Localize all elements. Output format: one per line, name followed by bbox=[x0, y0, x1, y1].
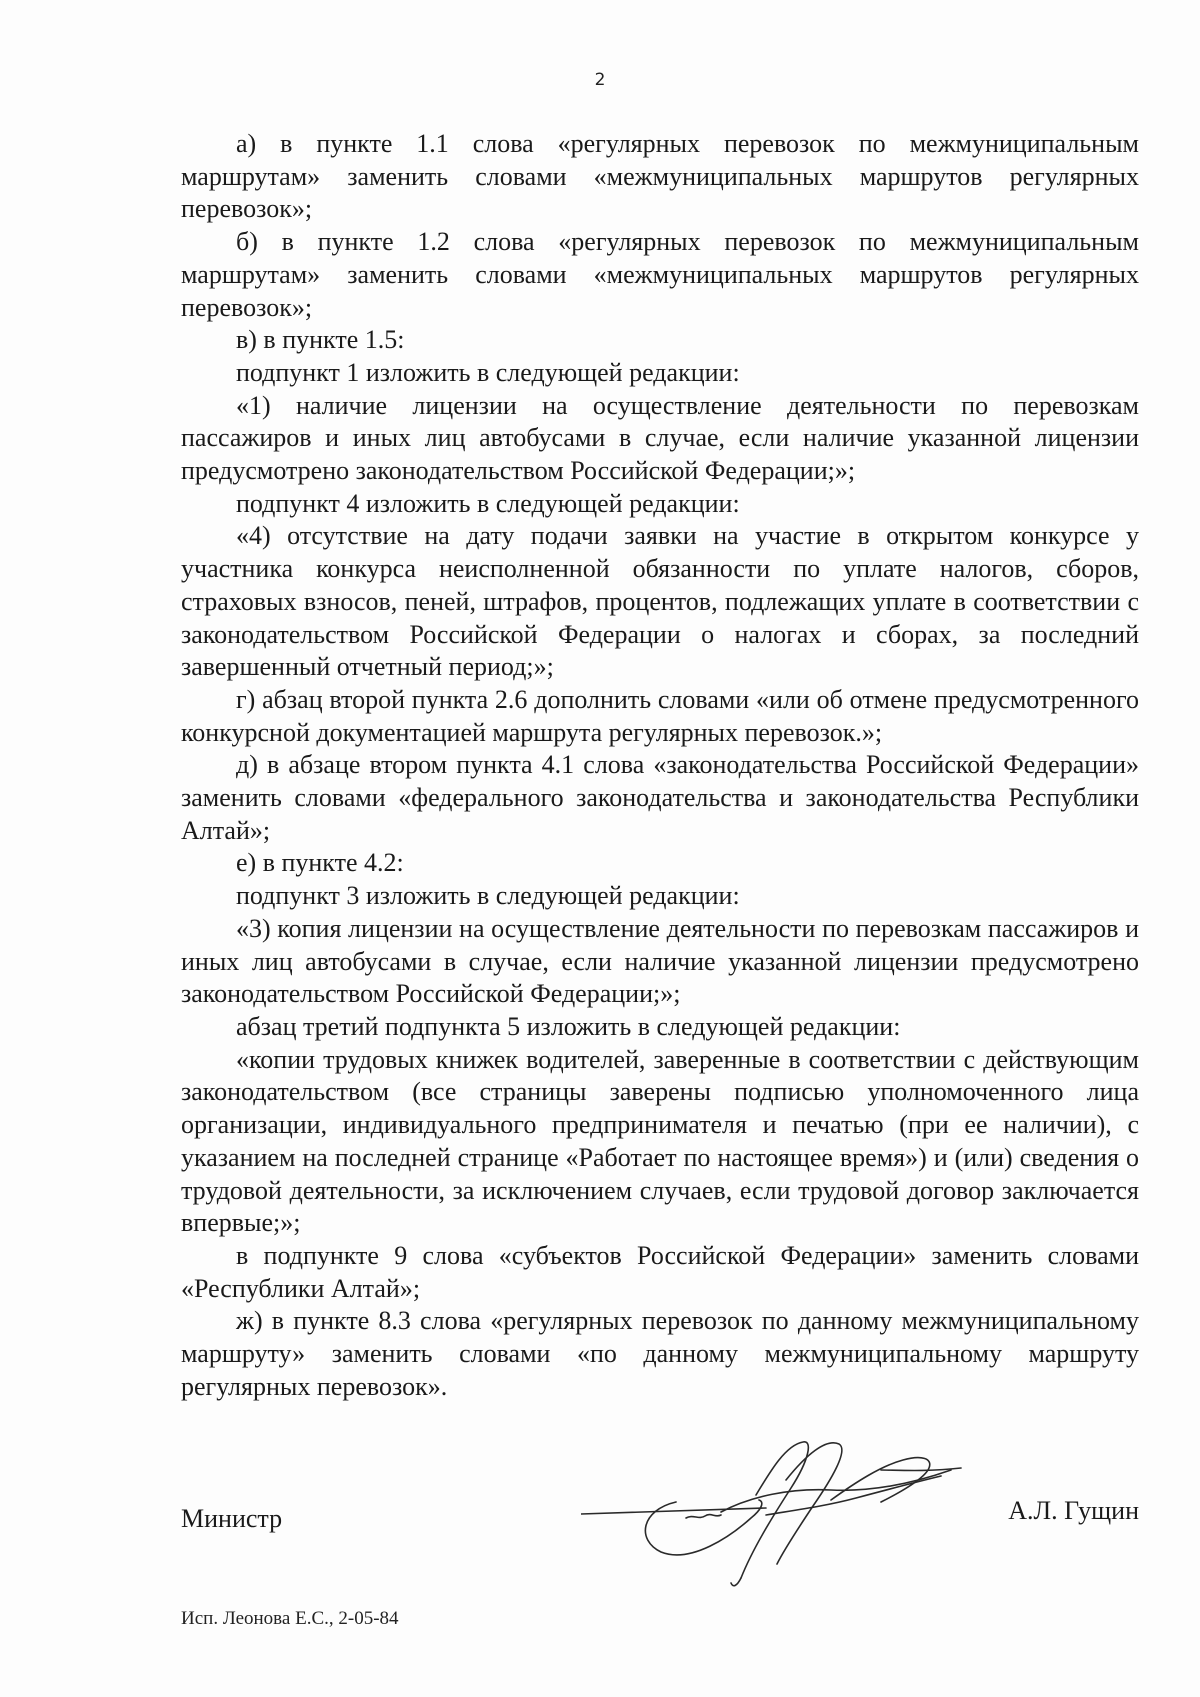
document-body bbox=[181, 128, 1139, 1403]
paragraph-subitem-5-text: «копии трудовых книжек водителей, заверенные в соответствии с действующим законодательством (все страницы заверены подписью уполномоченного лица организации, индивидуального предпринимателя и печатью (при ее наличии), с указанием на последней странице «Работает по настоящее время») и (или) сведения о трудовой деятельности, за исключением случаев, если трудовой договор заключается впервые;»; bbox=[181, 1044, 1139, 1238]
paragraph-g: г) абзац второй пункта 2.6 дополнить словами «или об отмене предусмотренного конкурсной документацией маршрута регулярных перевозок.»; bbox=[181, 684, 1139, 747]
paragraph-d: д) в абзаце втором пункта 4.1 слова «законодательства Российской Федерации» заменить словами «федерального законодательства и законодательства Республики Алтай»; bbox=[181, 750, 1139, 845]
signatory-title: Министр bbox=[181, 1504, 283, 1533]
paragraph-v: в) в пункте 1.5: bbox=[236, 325, 405, 355]
paragraph-subitem-1-intro: подпункт 1 изложить в следующей редакции: bbox=[236, 357, 740, 387]
paragraph-subitem-3-text: «3) копия лицензии на осуществление деятельности по перевозкам пассажиров и иных лиц автобусами в случае, если наличие указанной лицензии предусмотрено законодательством Российской Федерации;»; bbox=[181, 913, 1139, 1009]
paragraph-a: а) в пункте 1.1 слова «регулярных перевозок по межмуниципальным маршрутам» заменить словами «межмуниципальных маршрутов регулярных перевозок»; bbox=[181, 129, 1139, 224]
signature-block bbox=[181, 1440, 1139, 1560]
handwritten-signature bbox=[581, 1440, 981, 1590]
paragraph-subitem-4-intro: подпункт 4 изложить в следующей редакции: bbox=[236, 488, 740, 518]
paragraph-subitem-4-text: «4) отсутствие на дату подачи заявки на участие в открытом конкурсе у участника конкурса неисполненной обязанности по уплате налогов, сборов, страховых взносов, пеней, штрафов, процентов, подлежащих уплате в соответствии с законодательством Российской Федерации о налогах и сборах, за последний завершенный отчетный период;»; bbox=[181, 521, 1139, 682]
paragraph-b: б) в пункте 1.2 слова «регулярных перевозок по межмуниципальным маршрутам» заменить словами «межмуниципальных маршрутов регулярных перевозок»; bbox=[181, 227, 1139, 322]
paragraph-subitem-9: в подпункте 9 слова «субъектов Российской Федерации» заменить словами «Республики Алтай»; bbox=[181, 1240, 1139, 1303]
paragraph-subitem-3-intro: подпункт 3 изложить в следующей редакции: bbox=[236, 881, 740, 911]
paragraph-subitem-5-intro: абзац третий подпункта 5 изложить в следующей редакции: bbox=[236, 1011, 901, 1041]
page-number: 2 bbox=[594, 70, 606, 90]
paragraph-subitem-1-text: «1) наличие лицензии на осуществление деятельности по перевозкам пассажиров и иных лиц автобусами в случае, если наличие указанной лицензии предусмотрено законодательством Российской Федерации;»; bbox=[181, 390, 1139, 486]
signatory-name: А.Л. Гущин bbox=[1008, 1496, 1139, 1525]
paragraph-e: е) в пункте 4.2: bbox=[236, 848, 404, 878]
executor-note: Исп. Леонова Е.С., 2-05-84 bbox=[181, 1608, 399, 1629]
paragraph-zh: ж) в пункте 8.3 слова «регулярных перевозок по данному межмуниципальному маршруту» заменить словами «по данному межмуниципальному маршруту регулярных перевозок». bbox=[181, 1306, 1139, 1401]
